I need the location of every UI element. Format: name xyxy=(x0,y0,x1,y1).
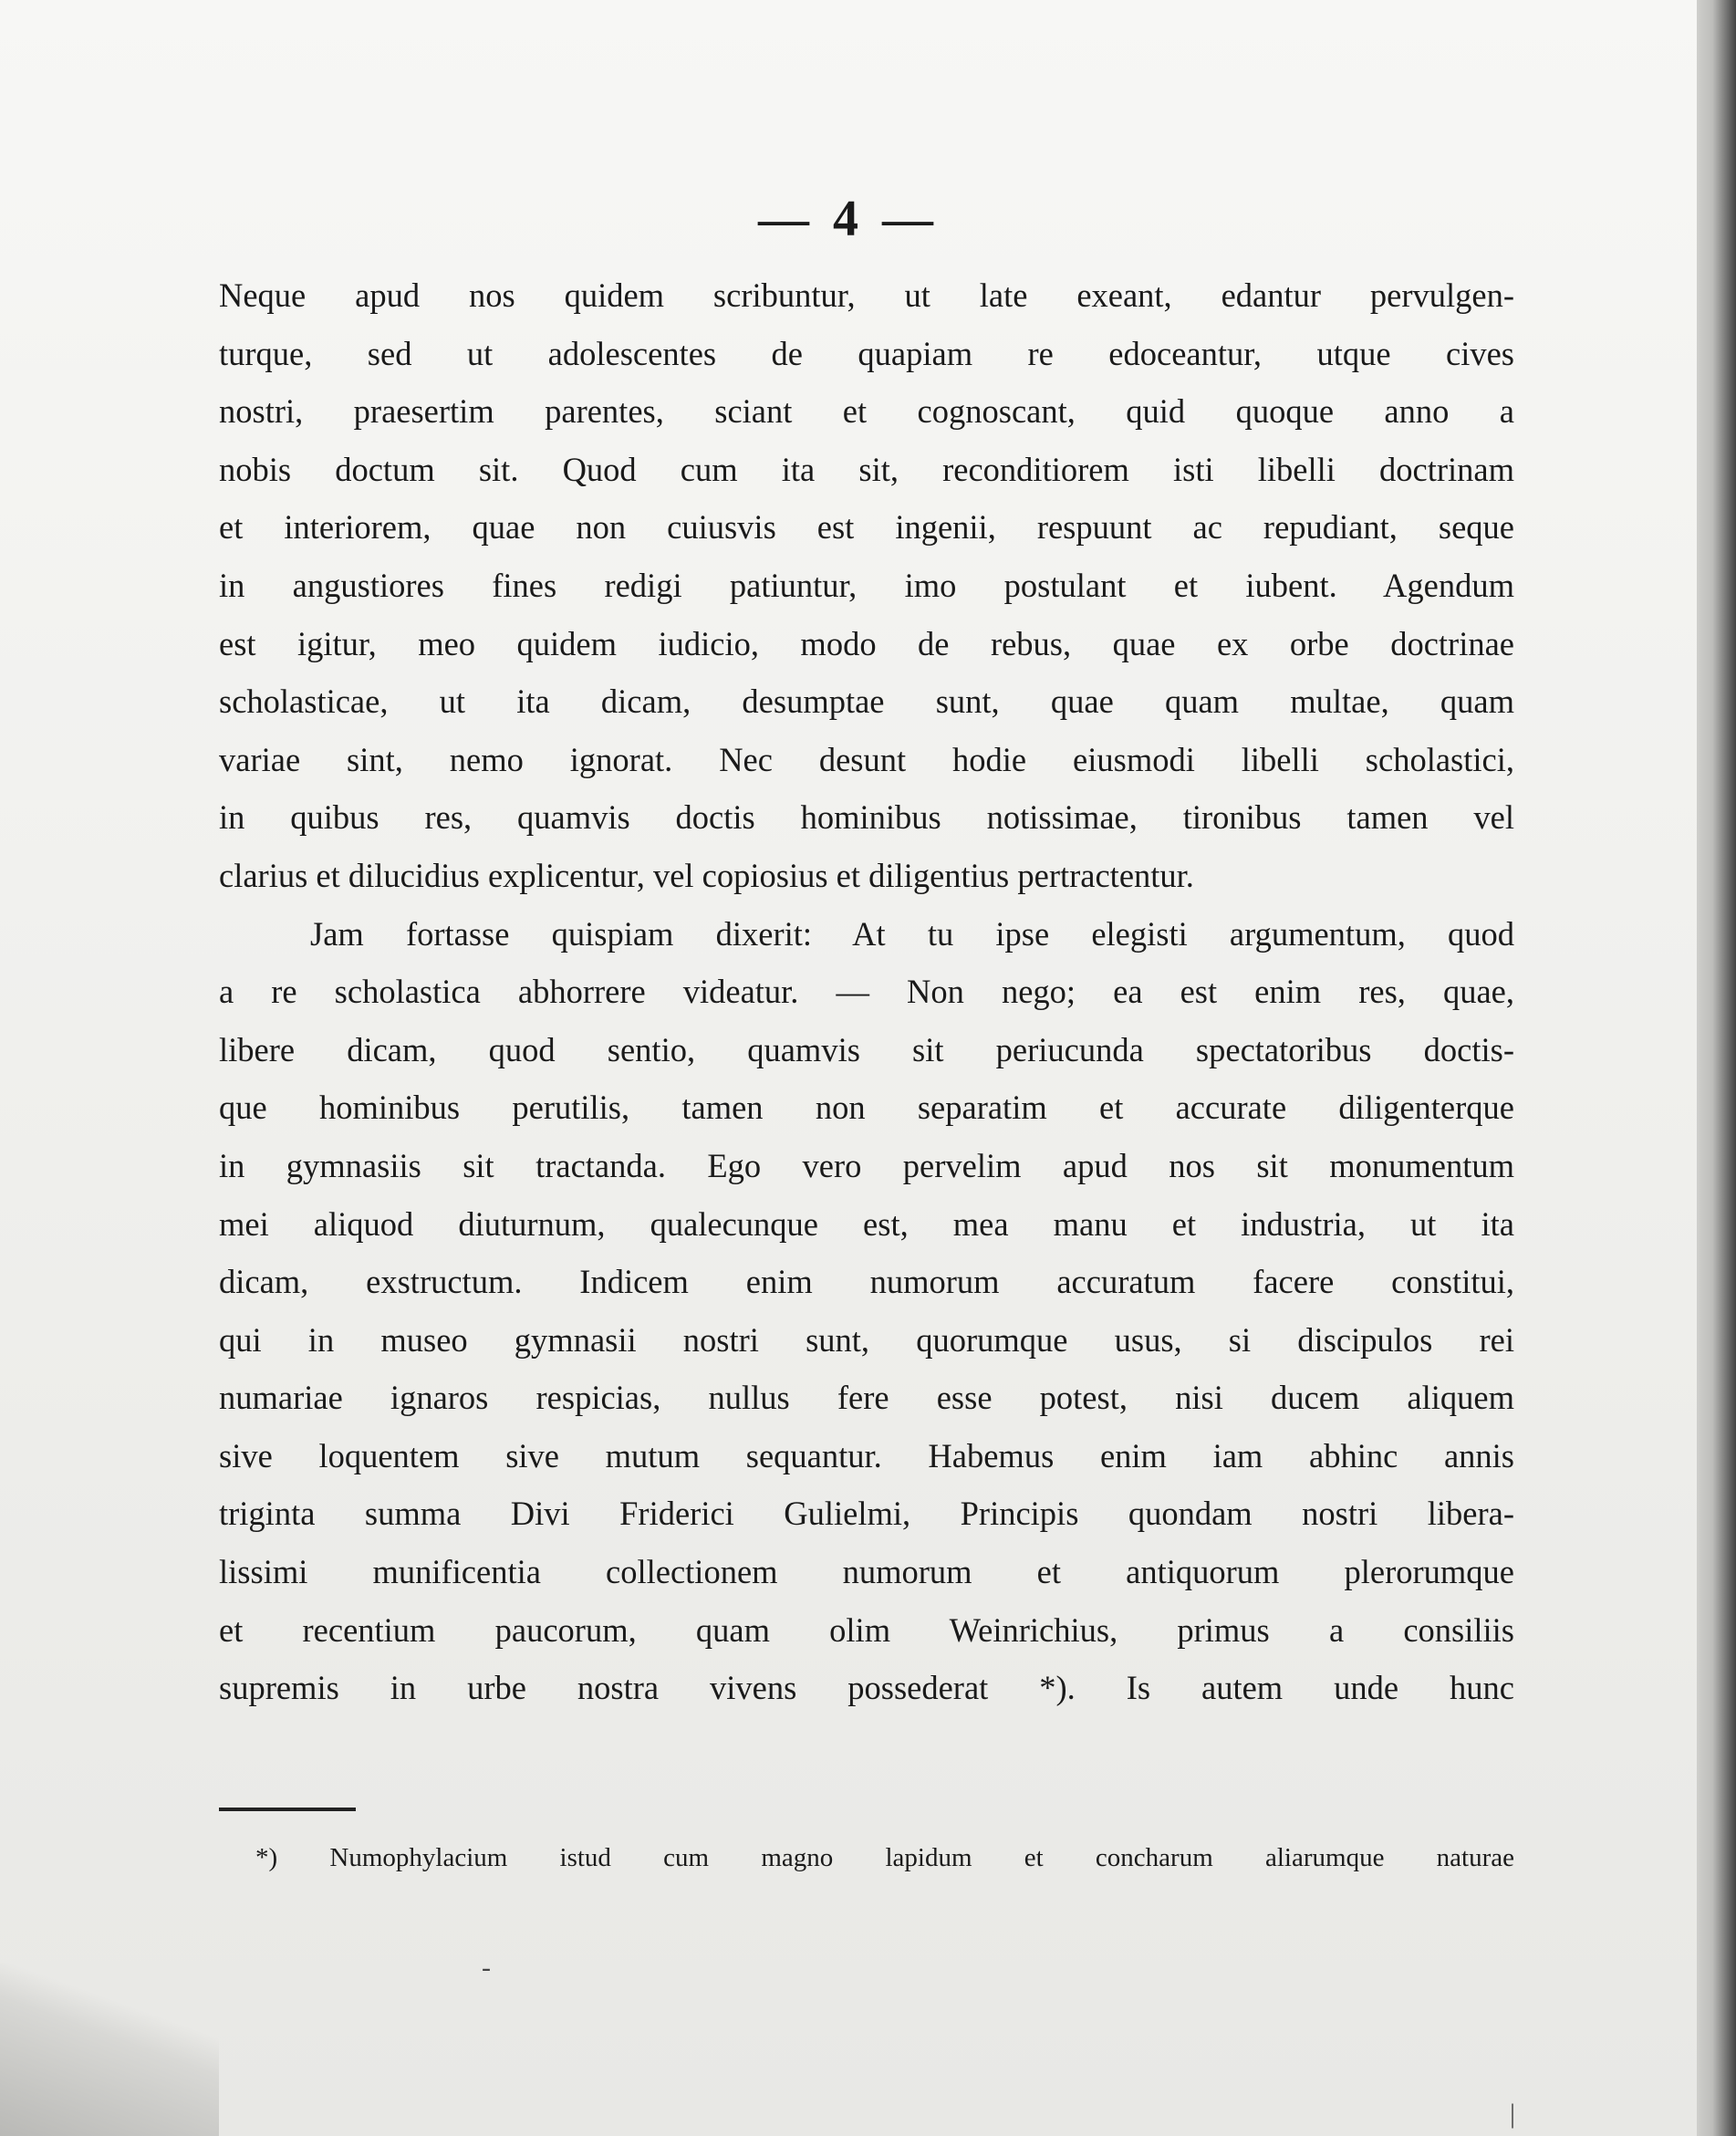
page-edge-shadow xyxy=(1697,0,1736,2136)
text-line: in quibus res, quamvis doctis hominibus notissimae, tironibus tamen vel xyxy=(219,798,1514,837)
text-line: a re scholastica abhorrere videatur. — Non nego; ea est enim res, quae, xyxy=(219,973,1514,1011)
text-line: qui in museo gymnasii nostri sunt, quorumque usus, si discipulos rei xyxy=(219,1320,1514,1359)
ink-mark: - xyxy=(482,1953,491,1983)
text-line: nostri, praesertim parentes, sciant et cognoscant, quid quoque anno a xyxy=(219,392,1514,431)
text-line: sive loquentem sive mutum sequantur. Habemus enim iam abhinc annis xyxy=(219,1436,1514,1474)
text-line: lissimi munificentia collectionem numorum et antiquorum plerorumque xyxy=(219,1553,1514,1591)
text-line: in gymnasiis sit tractanda. Ego vero pervelim apud nos sit monumentum xyxy=(219,1146,1514,1184)
page-corner-curl xyxy=(0,1963,219,2136)
text-line: Neque apud nos quidem scribuntur, ut late exeant, edantur pervulgen- xyxy=(219,276,1514,314)
page-number: — 4 — xyxy=(758,191,939,247)
text-line: turque, sed ut adolescentes de quapiam re edoceantur, utque cives xyxy=(219,334,1514,372)
text-line: est igitur, meo quidem iudicio, modo de rebus, quae ex orbe doctrinae xyxy=(219,624,1514,662)
footnote: *) Numophylacium istud cum magno lapidum et concharum aliarumque naturae xyxy=(255,1843,1514,1872)
text-line: et interiorem, quae non cuiusvis est ingenii, respuunt ac repudiant, seque xyxy=(219,508,1514,547)
text-line: in angustiores fines redigi patiuntur, imo postulant et iubent. Agendum xyxy=(219,566,1514,604)
text-line: numariae ignaros respicias, nullus fere esse potest, nisi ducem aliquem xyxy=(219,1379,1514,1417)
text-line: scholasticae, ut ita dicam, desumptae sunt, quae quam multae, quam xyxy=(219,682,1514,721)
text-line: variae sint, nemo ignorat. Nec desunt hodie eiusmodi libelli scholastici, xyxy=(219,740,1514,778)
text-line: nobis doctum sit. Quod cum ita sit, reconditiorem isti libelli doctrinam xyxy=(219,450,1514,488)
text-line: supremis in urbe nostra vivens possederat *). Is autem unde hunc xyxy=(219,1669,1514,1707)
text-line: triginta summa Divi Friderici Gulielmi, Principis quondam nostri libera- xyxy=(219,1495,1514,1533)
text-line: dicam, exstructum. Indicem enim numorum accuratum facere constitui, xyxy=(219,1263,1514,1301)
text-line: libere dicam, quod sentio, quamvis sit periucunda spectatoribus doctis- xyxy=(219,1030,1514,1068)
body-text xyxy=(219,266,1514,1717)
footnote-divider xyxy=(219,1808,356,1811)
text-line: mei aliquod diuturnum, qualecunque est, mea manu et industria, ut ita xyxy=(219,1204,1514,1243)
text-line: que hominibus perutilis, tamen non separatim et accurate diligenterque xyxy=(219,1089,1514,1127)
text-line: clarius et dilucidius explicentur, vel copiosius et diligentius pertractentur. xyxy=(219,856,1194,894)
text-line: et recentium paucorum, quam olim Weinrichius, primus a consiliis xyxy=(219,1610,1514,1649)
text-line: Jam fortasse quispiam dixerit: At tu ipse elegisti argumentum, quod xyxy=(310,914,1514,953)
ink-mark: | xyxy=(1510,2099,1516,2129)
